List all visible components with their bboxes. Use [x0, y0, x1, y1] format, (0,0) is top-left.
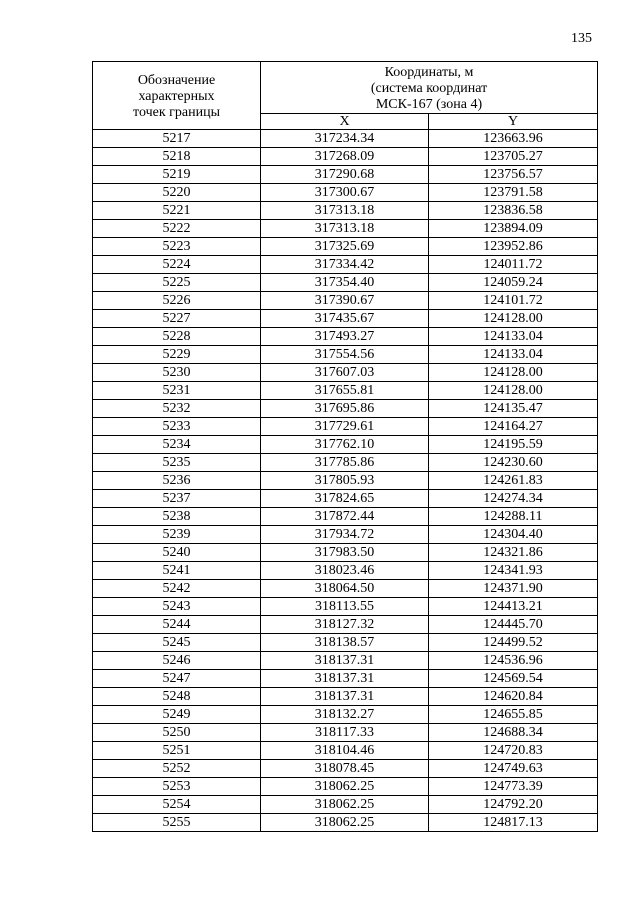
y-coordinate-cell: 124817.13 [429, 814, 598, 832]
y-coordinate-cell: 124773.39 [429, 778, 598, 796]
header-row-top [93, 62, 598, 114]
y-coordinate-cell: 124230.60 [429, 454, 598, 472]
y-coordinate-cell: 124341.93 [429, 562, 598, 580]
table-row [93, 382, 598, 400]
y-coordinate-cell: 124133.04 [429, 328, 598, 346]
x-coordinate-cell: 317268.09 [261, 148, 429, 166]
y-coordinate-cell: 123894.09 [429, 220, 598, 238]
table-row [93, 526, 598, 544]
table-row [93, 544, 598, 562]
y-coordinate-cell: 124274.34 [429, 490, 598, 508]
x-coordinate-cell: 317435.67 [261, 310, 429, 328]
point-id-cell: 5235 [93, 454, 261, 472]
x-coordinate-cell: 318062.25 [261, 814, 429, 832]
point-id-cell: 5244 [93, 616, 261, 634]
x-coordinate-cell: 318127.32 [261, 616, 429, 634]
point-id-cell: 5230 [93, 364, 261, 382]
point-id-cell: 5219 [93, 166, 261, 184]
x-coordinate-cell: 317729.61 [261, 418, 429, 436]
x-coordinate-cell: 317493.27 [261, 328, 429, 346]
x-coordinate-cell: 317805.93 [261, 472, 429, 490]
y-coordinate-cell: 124445.70 [429, 616, 598, 634]
x-coordinate-cell: 318137.31 [261, 670, 429, 688]
table-row [93, 166, 598, 184]
point-id-cell: 5234 [93, 436, 261, 454]
y-coordinate-cell: 124304.40 [429, 526, 598, 544]
table-row [93, 454, 598, 472]
x-coordinate-cell: 317390.67 [261, 292, 429, 310]
y-coordinate-cell: 124128.00 [429, 364, 598, 382]
table-row [93, 436, 598, 454]
x-coordinate-cell: 317762.10 [261, 436, 429, 454]
point-id-cell: 5249 [93, 706, 261, 724]
x-coordinate-cell: 317983.50 [261, 544, 429, 562]
y-coordinate-cell: 124499.52 [429, 634, 598, 652]
y-coordinate-cell: 124371.90 [429, 580, 598, 598]
y-coordinate-cell: 124195.59 [429, 436, 598, 454]
point-id-cell: 5226 [93, 292, 261, 310]
y-coordinate-cell: 124655.85 [429, 706, 598, 724]
table-row [93, 598, 598, 616]
coordinates-header: Координаты, м (система координат МСК-167 (зона 4) [261, 62, 598, 114]
y-coordinate-cell: 124569.54 [429, 670, 598, 688]
table-row [93, 490, 598, 508]
x-coordinate-cell: 317313.18 [261, 220, 429, 238]
table-row [93, 616, 598, 634]
x-coordinate-cell: 317554.56 [261, 346, 429, 364]
table-row [93, 706, 598, 724]
point-id-cell: 5217 [93, 130, 261, 148]
y-coordinate-cell: 123952.86 [429, 238, 598, 256]
x-coordinate-cell: 317824.65 [261, 490, 429, 508]
table-row [93, 508, 598, 526]
y-coordinate-cell: 124288.11 [429, 508, 598, 526]
point-id-cell: 5227 [93, 310, 261, 328]
table-row [93, 148, 598, 166]
y-coordinate-cell: 123756.57 [429, 166, 598, 184]
table-row [93, 670, 598, 688]
y-coordinate-cell: 123791.58 [429, 184, 598, 202]
point-id-cell: 5221 [93, 202, 261, 220]
point-id-cell: 5250 [93, 724, 261, 742]
x-coordinate-cell: 318023.46 [261, 562, 429, 580]
point-id-cell: 5228 [93, 328, 261, 346]
point-id-cell: 5231 [93, 382, 261, 400]
x-coordinate-cell: 318078.45 [261, 760, 429, 778]
x-coordinate-cell: 317290.68 [261, 166, 429, 184]
table-row [93, 742, 598, 760]
x-coordinate-cell: 318104.46 [261, 742, 429, 760]
table-row [93, 580, 598, 598]
table-row [93, 292, 598, 310]
x-coordinate-cell: 317934.72 [261, 526, 429, 544]
table-row [93, 130, 598, 148]
point-id-cell: 5251 [93, 742, 261, 760]
x-coordinate-cell: 318117.33 [261, 724, 429, 742]
x-coordinate-cell: 317334.42 [261, 256, 429, 274]
y-coordinate-cell: 123663.96 [429, 130, 598, 148]
point-id-cell: 5241 [93, 562, 261, 580]
table-row [93, 184, 598, 202]
point-id-cell: 5246 [93, 652, 261, 670]
x-coordinate-cell: 317325.69 [261, 238, 429, 256]
y-coordinate-cell: 124749.63 [429, 760, 598, 778]
point-id-cell: 5242 [93, 580, 261, 598]
point-id-cell: 5255 [93, 814, 261, 832]
table-row [93, 400, 598, 418]
y-coordinate-cell: 123705.27 [429, 148, 598, 166]
y-coordinate-cell: 124720.83 [429, 742, 598, 760]
point-id-cell: 5232 [93, 400, 261, 418]
x-coordinate-cell: 317872.44 [261, 508, 429, 526]
y-coordinate-cell: 124792.20 [429, 796, 598, 814]
point-id-cell: 5222 [93, 220, 261, 238]
y-column-header: Y [429, 114, 598, 130]
y-coordinate-cell: 124413.21 [429, 598, 598, 616]
point-id-cell: 5233 [93, 418, 261, 436]
y-coordinate-cell: 124128.00 [429, 310, 598, 328]
point-id-cell: 5252 [93, 760, 261, 778]
table-row [93, 220, 598, 238]
table-row [93, 760, 598, 778]
y-coordinate-cell: 124261.83 [429, 472, 598, 490]
table-row [93, 310, 598, 328]
y-coordinate-cell: 124128.00 [429, 382, 598, 400]
x-coordinate-cell: 317607.03 [261, 364, 429, 382]
table-row [93, 724, 598, 742]
y-coordinate-cell: 124101.72 [429, 292, 598, 310]
y-coordinate-cell: 124011.72 [429, 256, 598, 274]
table-row [93, 634, 598, 652]
table-row [93, 202, 598, 220]
point-id-cell: 5245 [93, 634, 261, 652]
point-id-cell: 5253 [93, 778, 261, 796]
x-coordinate-cell: 318132.27 [261, 706, 429, 724]
point-id-cell: 5243 [93, 598, 261, 616]
table-row [93, 238, 598, 256]
table-row [93, 472, 598, 490]
table-row [93, 796, 598, 814]
y-coordinate-cell: 124321.86 [429, 544, 598, 562]
x-coordinate-cell: 317655.81 [261, 382, 429, 400]
table-row [93, 256, 598, 274]
point-id-cell: 5225 [93, 274, 261, 292]
table-row [93, 652, 598, 670]
x-coordinate-cell: 318064.50 [261, 580, 429, 598]
y-coordinate-cell: 124620.84 [429, 688, 598, 706]
y-coordinate-cell: 124688.34 [429, 724, 598, 742]
point-designation-header: Обозначение характерных точек границы [93, 62, 261, 130]
table-header [93, 62, 598, 130]
point-id-cell: 5240 [93, 544, 261, 562]
point-id-cell: 5237 [93, 490, 261, 508]
point-id-cell: 5239 [93, 526, 261, 544]
table-row [93, 562, 598, 580]
page-number: 135 [571, 31, 592, 46]
point-id-cell: 5223 [93, 238, 261, 256]
x-coordinate-cell: 317313.18 [261, 202, 429, 220]
x-column-header: X [261, 114, 429, 130]
y-coordinate-cell: 124164.27 [429, 418, 598, 436]
table-row [93, 778, 598, 796]
point-id-cell: 5236 [93, 472, 261, 490]
point-id-cell: 5247 [93, 670, 261, 688]
y-coordinate-cell: 124133.04 [429, 346, 598, 364]
point-id-cell: 5220 [93, 184, 261, 202]
y-coordinate-cell: 124059.24 [429, 274, 598, 292]
point-id-cell: 5229 [93, 346, 261, 364]
x-coordinate-cell: 318062.25 [261, 778, 429, 796]
y-coordinate-cell: 124536.96 [429, 652, 598, 670]
y-coordinate-cell: 124135.47 [429, 400, 598, 418]
point-id-cell: 5218 [93, 148, 261, 166]
table-row [93, 328, 598, 346]
x-coordinate-cell: 317354.40 [261, 274, 429, 292]
table-row [93, 814, 598, 832]
point-id-cell: 5238 [93, 508, 261, 526]
x-coordinate-cell: 318137.31 [261, 652, 429, 670]
x-coordinate-cell: 317695.86 [261, 400, 429, 418]
x-coordinate-cell: 318138.57 [261, 634, 429, 652]
point-id-cell: 5254 [93, 796, 261, 814]
table-row [93, 346, 598, 364]
coordinates-table [92, 61, 598, 832]
x-coordinate-cell: 317234.34 [261, 130, 429, 148]
x-coordinate-cell: 318137.31 [261, 688, 429, 706]
table-body [93, 130, 598, 832]
table-row [93, 364, 598, 382]
x-coordinate-cell: 317300.67 [261, 184, 429, 202]
point-id-cell: 5248 [93, 688, 261, 706]
y-coordinate-cell: 123836.58 [429, 202, 598, 220]
point-id-cell: 5224 [93, 256, 261, 274]
table-row [93, 274, 598, 292]
x-coordinate-cell: 318113.55 [261, 598, 429, 616]
x-coordinate-cell: 318062.25 [261, 796, 429, 814]
x-coordinate-cell: 317785.86 [261, 454, 429, 472]
table-row [93, 688, 598, 706]
table-row [93, 418, 598, 436]
